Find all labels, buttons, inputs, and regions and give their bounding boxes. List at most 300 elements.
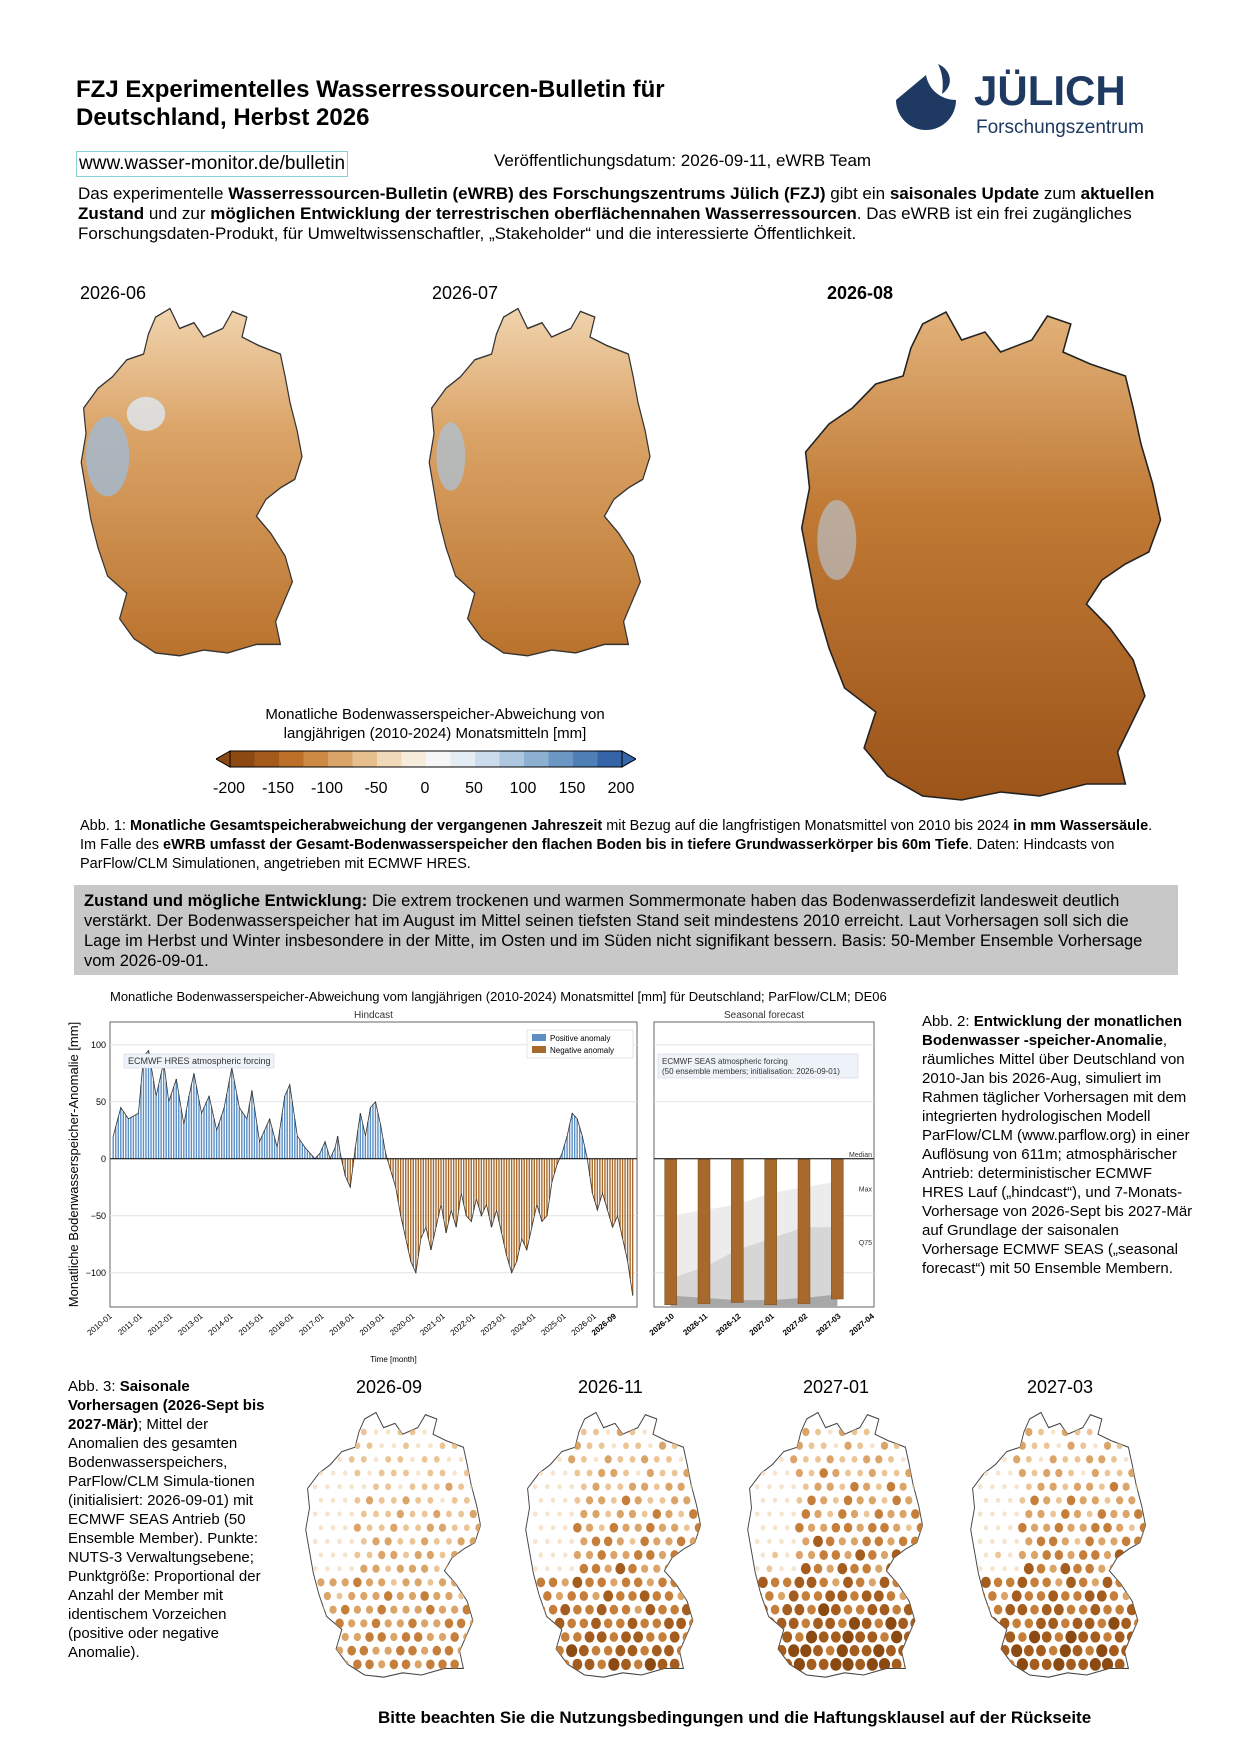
nuts3-dot: [882, 1470, 888, 1477]
nuts3-dot: [622, 1495, 631, 1505]
nuts3-dot: [989, 1429, 995, 1436]
nuts3-dot: [646, 1632, 655, 1642]
nuts3-dot: [910, 1644, 921, 1657]
nuts3-dot: [533, 1511, 538, 1516]
nuts3-dot: [837, 1644, 848, 1657]
nuts3-dot: [1014, 1511, 1019, 1516]
nuts3-dot: [605, 1565, 612, 1573]
nuts3-dot: [421, 1565, 428, 1573]
nuts3-dot: [331, 1470, 336, 1475]
nuts3-dot: [1098, 1618, 1107, 1628]
nuts3-dot: [665, 1591, 674, 1601]
nuts3-dot: [819, 1659, 829, 1670]
nuts3-dot: [1067, 1605, 1076, 1615]
nuts3-dot: [1115, 1659, 1125, 1670]
hindcast-bar: [186, 1110, 187, 1158]
hindcast-bar: [471, 1159, 472, 1222]
hindcast-bar: [440, 1159, 441, 1205]
nuts3-dot: [557, 1429, 563, 1436]
nuts3-dot: [567, 1618, 576, 1628]
hindcast-bar: [241, 1111, 242, 1159]
nuts3-dot: [794, 1658, 805, 1671]
nuts3-dot: [665, 1537, 672, 1545]
nuts3-dot: [1014, 1429, 1019, 1434]
nuts3-dot: [1039, 1457, 1044, 1462]
hindcast-bar: [481, 1159, 482, 1216]
nuts3-dot: [634, 1550, 643, 1560]
nuts3-dot: [917, 1632, 926, 1642]
nuts3-dot: [1008, 1525, 1013, 1530]
nuts3-dot: [421, 1619, 428, 1627]
y-tick-label: 100: [90, 1039, 106, 1050]
nuts3-dot: [1140, 1442, 1147, 1450]
nuts3-dot: [653, 1565, 660, 1573]
nuts3-dot: [664, 1618, 674, 1629]
nuts3-dot: [652, 1645, 662, 1656]
nuts3-dot: [1008, 1552, 1013, 1557]
nuts3-dot: [1139, 1577, 1149, 1588]
nuts3-dot: [361, 1511, 367, 1518]
nuts3-dot: [988, 1591, 997, 1601]
nuts3-dot: [794, 1604, 804, 1615]
nuts3-dot: [1092, 1496, 1099, 1504]
colorbar-tick: -100: [310, 780, 344, 797]
hindcast-bar: [435, 1159, 436, 1227]
nuts3-dot: [422, 1483, 428, 1490]
hindcast-bar: [284, 1096, 285, 1159]
nuts3-dot: [1103, 1523, 1112, 1533]
nuts3-dot: [581, 1483, 587, 1490]
nuts3-dot: [905, 1469, 912, 1477]
hindcast-bar: [476, 1159, 477, 1199]
nuts3-dot: [658, 1632, 667, 1642]
nuts3-dot: [1103, 1605, 1112, 1615]
nuts3-dot: [457, 1618, 466, 1628]
hindcast-bar: [367, 1122, 368, 1159]
nuts3-dot: [569, 1539, 574, 1544]
logo-subtitle: Forschungszentrum: [976, 117, 1144, 138]
nuts3-dot: [319, 1498, 324, 1503]
hindcast-bar: [213, 1119, 214, 1159]
nuts3-dot: [452, 1470, 457, 1475]
hindcast-bar: [347, 1159, 348, 1182]
nuts3-dot: [765, 1591, 774, 1601]
hindcast-bar: [226, 1094, 227, 1159]
nuts3-dot: [397, 1592, 404, 1600]
nuts3-dot: [459, 1457, 464, 1462]
figure-3-caption: [68, 1377, 280, 1662]
nuts3-dot: [545, 1484, 550, 1489]
nuts3-dot: [573, 1523, 582, 1533]
nuts3-dot: [635, 1496, 642, 1504]
nuts3-dot: [604, 1536, 613, 1546]
hindcast-bar: [544, 1159, 545, 1219]
nuts3-dot: [984, 1552, 989, 1557]
nuts3-dot: [670, 1631, 680, 1642]
nuts3-dot: [610, 1632, 619, 1642]
nuts3-dot: [678, 1592, 685, 1600]
hindcast-bar: [438, 1159, 439, 1216]
colorbar-tick: 100: [509, 780, 537, 797]
nuts3-dot: [654, 1456, 660, 1463]
colorbar-tick: 150: [558, 780, 586, 797]
nuts3-dot: [990, 1539, 995, 1544]
nuts3-dot: [1042, 1550, 1051, 1560]
nuts3-dot: [1134, 1509, 1143, 1519]
nuts3-dot: [773, 1470, 778, 1475]
colorbar-title-line-2: langjährigen (2010-2024) Monatsmitteln [mm]: [283, 725, 587, 742]
nuts3-dot: [403, 1442, 409, 1449]
nuts3-dot: [978, 1484, 983, 1489]
colorbar-segment: [524, 751, 549, 767]
nuts3-dot: [1139, 1604, 1149, 1615]
nuts3-dot: [439, 1524, 446, 1532]
hindcast-bar: [231, 1068, 232, 1159]
nuts3-dot: [1108, 1617, 1119, 1630]
nuts3-dot: [458, 1593, 464, 1600]
nuts3-dot: [617, 1537, 624, 1545]
nuts3-dot: [827, 1483, 834, 1491]
nuts3-dot: [802, 1618, 811, 1628]
nuts3-dot: [976, 1618, 985, 1628]
nuts3-dot: [354, 1470, 360, 1477]
nuts3-dot: [881, 1551, 888, 1559]
nuts3-dot: [573, 1605, 582, 1615]
hindcast-bar: [597, 1159, 598, 1210]
hindcast-bar: [405, 1159, 406, 1239]
title-line-1: FZJ Experimentelles Wasserressourcen-Bulletin für: [76, 76, 665, 103]
hindcast-bar: [428, 1159, 429, 1239]
nuts3-dot: [832, 1469, 839, 1477]
hindcast-bar: [133, 1116, 134, 1159]
hindcast-bar: [244, 1115, 245, 1159]
nuts3-dot: [828, 1429, 833, 1434]
nuts3-dot: [690, 1537, 697, 1545]
nuts3-dot: [325, 1539, 330, 1544]
nuts3-dot: [754, 1455, 761, 1463]
nuts3-dot: [598, 1496, 605, 1504]
nuts3-dot: [410, 1457, 415, 1462]
hindcast-bar: [206, 1102, 207, 1159]
nuts3-dot: [984, 1525, 989, 1530]
nuts3-dot: [1011, 1644, 1022, 1657]
hindcast-bar: [458, 1159, 459, 1210]
nuts3-dot: [537, 1442, 544, 1450]
nuts3-dot: [814, 1510, 821, 1518]
hindcast-bar: [443, 1159, 444, 1219]
nuts3-dot: [580, 1618, 589, 1628]
nuts3-dot: [585, 1631, 595, 1642]
hindcast-bar: [607, 1159, 608, 1210]
hindcast-bar: [307, 1150, 308, 1159]
hindcast-bar: [541, 1159, 542, 1222]
nuts3-dot: [1078, 1659, 1088, 1670]
nuts3-dot: [385, 1456, 391, 1463]
nuts3-dot: [445, 1483, 452, 1491]
nuts3-dot: [610, 1469, 617, 1477]
hindcast-bar: [566, 1136, 567, 1159]
nuts3-dot: [664, 1645, 674, 1656]
nuts3-dot: [335, 1618, 344, 1628]
nuts3-dot: [1043, 1524, 1050, 1532]
nuts3-dot: [827, 1455, 834, 1463]
nuts3-dot: [1105, 1497, 1111, 1504]
nuts3-dot: [354, 1606, 361, 1614]
nuts3-dot: [1111, 1456, 1117, 1463]
nuts3-dot: [831, 1604, 841, 1615]
nuts3-dot: [1012, 1590, 1022, 1601]
nuts3-dot: [367, 1442, 373, 1449]
nuts3-dot: [439, 1578, 446, 1586]
nuts3-dot: [678, 1483, 685, 1491]
nuts3-dot: [366, 1496, 373, 1504]
nuts3-dot: [995, 1442, 1001, 1449]
nuts3-dot: [666, 1429, 672, 1436]
nuts3-dot: [397, 1565, 404, 1573]
hindcast-bar: [430, 1159, 431, 1250]
hindcast-bar: [138, 1113, 139, 1159]
hindcast-bar: [521, 1159, 522, 1239]
nuts3-dot: [539, 1552, 544, 1557]
nuts3-dot: [648, 1443, 653, 1448]
nuts3-dot: [875, 1565, 882, 1573]
nuts3-dot: [317, 1606, 324, 1614]
nuts3-dot: [892, 1549, 902, 1560]
hindcast-bar: [140, 1085, 141, 1159]
hindcast-bar: [425, 1159, 426, 1227]
nuts3-dot: [593, 1429, 599, 1436]
hindcast-title: Hindcast: [354, 1010, 393, 1021]
nuts3-dot: [445, 1565, 452, 1573]
forecast-map-2026-11: [520, 1406, 710, 1688]
nuts3-dot: [1081, 1470, 1086, 1475]
nuts3-dot: [476, 1497, 482, 1504]
colorbar-segment: [426, 751, 451, 767]
hindcast-bar: [145, 1053, 146, 1158]
hindcast-bar: [251, 1090, 252, 1158]
nuts3-dot: [759, 1442, 766, 1450]
nuts3-dot: [857, 1496, 864, 1504]
colorbar-segment: [230, 751, 255, 767]
nuts3-dot: [1121, 1645, 1131, 1656]
nuts3-dot: [616, 1618, 625, 1628]
nuts3-dot: [791, 1539, 796, 1544]
x-tick-label: 2018-01: [327, 1311, 356, 1338]
nuts3-dot: [586, 1551, 593, 1559]
nuts3-dot: [447, 1457, 452, 1462]
chart-title: Monatliche Bodenwasserspeicher-Abweichung vom langjährigen (2010-2024) Monatsmittel [mm] für Deutschland; ParFlow/CLM; DE06: [110, 989, 887, 1004]
nuts3-dot: [665, 1510, 672, 1518]
hindcast-bar: [183, 1125, 184, 1159]
nuts3-dot: [476, 1552, 482, 1559]
nuts3-dot: [427, 1524, 434, 1532]
hindcast-bar: [614, 1159, 615, 1222]
hindcast-bar: [163, 1062, 164, 1159]
nuts3-dot: [427, 1633, 434, 1641]
nuts3-dot: [465, 1443, 470, 1448]
nuts3-dot: [1056, 1497, 1062, 1504]
nuts3-dot: [837, 1590, 847, 1601]
nuts3-dot: [1043, 1496, 1050, 1504]
hindcast-bar: [450, 1159, 451, 1210]
nuts3-dot: [428, 1443, 433, 1448]
nuts3-dot: [1066, 1659, 1076, 1670]
nuts3-dot: [1030, 1495, 1039, 1505]
nuts3-dot: [671, 1524, 678, 1532]
nuts3-dot: [1013, 1455, 1020, 1463]
nuts3-dot: [1129, 1442, 1135, 1449]
nuts3-dot: [978, 1566, 983, 1571]
nuts3-dot: [591, 1618, 601, 1629]
nuts3-dot: [887, 1482, 896, 1492]
nuts3-dot: [910, 1618, 920, 1629]
hindcast-bar: [208, 1096, 209, 1159]
nuts3-dot: [587, 1442, 593, 1449]
nuts3-dot: [855, 1631, 865, 1642]
nuts3-dot: [761, 1552, 766, 1557]
intro-text: Das experimentelle: [78, 184, 229, 203]
nuts3-dot: [597, 1550, 606, 1560]
nuts3-dot: [464, 1497, 470, 1504]
nuts3-dot: [440, 1442, 446, 1449]
nuts3-dot: [563, 1552, 568, 1557]
x-tick-label: 2026-01: [569, 1311, 598, 1338]
nuts3-dot: [1133, 1644, 1144, 1657]
colorbar-segment: [328, 751, 353, 767]
nuts3-dot: [354, 1497, 360, 1504]
nuts3-dot: [1048, 1618, 1058, 1629]
nuts3-dot: [313, 1429, 318, 1434]
nuts3-dot: [1073, 1645, 1083, 1656]
nuts3-dot: [1092, 1469, 1099, 1477]
nuts3-dot: [888, 1456, 894, 1463]
nuts3-dot: [343, 1443, 348, 1448]
nuts3-dot: [317, 1659, 326, 1669]
nuts3-dot: [850, 1564, 859, 1574]
nuts3-dot: [1048, 1590, 1058, 1601]
nuts3-dot: [361, 1456, 367, 1463]
nuts3-dot: [875, 1509, 884, 1519]
nuts3-dot: [349, 1511, 354, 1516]
nuts3-dot: [690, 1565, 697, 1573]
nuts3-dot: [767, 1539, 772, 1544]
nuts3-dot: [636, 1470, 641, 1475]
colorbar-segment: [573, 751, 598, 767]
nuts3-dot: [917, 1551, 924, 1559]
nuts3-dot: [978, 1511, 983, 1516]
nuts3-dot: [758, 1604, 768, 1615]
nuts3-dot: [845, 1470, 851, 1477]
nuts3-dot: [349, 1484, 354, 1489]
hindcast-bar: [118, 1117, 119, 1159]
footer-note: Bitte beachten Sie die Nutzungsbedingungen und die Haftungsklausel auf der Rückseite: [378, 1708, 1092, 1727]
hindcast-bar: [395, 1159, 396, 1188]
nuts3-dot: [1055, 1523, 1064, 1533]
hindcast-bar: [203, 1108, 204, 1159]
nuts3-dot: [585, 1659, 595, 1670]
nuts3-dot: [605, 1455, 612, 1463]
nuts3-dot: [831, 1631, 841, 1642]
hindcast-bar: [264, 1130, 265, 1159]
nuts3-dot: [324, 1592, 331, 1600]
nuts3-dot: [408, 1618, 417, 1628]
colorbar-title-line-1: Monatliche Bodenwasserspeicher-Abweichung von: [265, 706, 605, 723]
nuts3-dot: [1037, 1483, 1044, 1491]
nuts3-dot: [1111, 1429, 1117, 1436]
nuts3-dot: [1044, 1442, 1050, 1449]
hindcast-bar: [297, 1136, 298, 1159]
x-tick-label: 2026-12: [714, 1311, 743, 1338]
nuts3-dot: [337, 1484, 342, 1489]
nuts3-dot: [610, 1578, 617, 1586]
hindcast-bar: [410, 1159, 411, 1262]
forecast-map-2027-03: [965, 1406, 1155, 1688]
hindcast-bar: [160, 1073, 161, 1159]
nuts3-dot: [851, 1537, 858, 1545]
nuts3-dot: [1140, 1551, 1147, 1559]
nuts3-dot: [580, 1564, 589, 1574]
nuts3-dot: [617, 1456, 623, 1463]
nuts3-dot: [464, 1524, 470, 1531]
hindcast-bar: [173, 1087, 174, 1159]
envelope-label: Median: [849, 1151, 872, 1159]
page-title: [76, 76, 776, 132]
x-tick-label: 2012-01: [146, 1311, 175, 1338]
nuts3-dot: [1073, 1618, 1083, 1629]
nuts3-dot: [1096, 1644, 1107, 1657]
nuts3-dot: [1026, 1483, 1032, 1490]
nuts3-dot: [689, 1591, 698, 1601]
nuts3-dot: [809, 1442, 815, 1449]
nuts3-dot: [312, 1592, 319, 1600]
nuts3-dot: [789, 1618, 799, 1629]
nuts3-dot: [839, 1428, 846, 1436]
intro-bold: Wasserressourcen-Bulletin (eWRB) des Forschungszentrums Jülich (FZJ): [228, 184, 826, 203]
nuts3-dot: [887, 1591, 896, 1601]
nuts3-dot: [666, 1456, 672, 1463]
hindcast-bar: [408, 1159, 409, 1250]
nuts3-dot: [1055, 1469, 1062, 1477]
intro-text: gibt ein: [825, 184, 890, 203]
nuts3-dot: [640, 1590, 650, 1601]
nuts3-dot: [672, 1470, 678, 1477]
caption-bold: eWRB umfasst der Gesamt-Bodenwasserspeicher den flachen Boden bis in tiefere Grundwasserkörper bis 60m Tiefe: [163, 837, 969, 853]
nuts3-dot: [645, 1604, 655, 1615]
hindcast-bar: [188, 1096, 189, 1159]
nuts3-dot: [832, 1550, 841, 1560]
hindcast-bar: [123, 1111, 124, 1159]
hindcast-bar: [236, 1094, 237, 1159]
bulletin-link[interactable]: www.wasser-monitor.de/bulletin: [76, 151, 348, 177]
hindcast-bar: [491, 1159, 492, 1227]
nuts3-dot: [342, 1578, 349, 1586]
nuts3-dot: [839, 1483, 845, 1490]
nuts3-dot: [1079, 1577, 1088, 1587]
nuts3-dot: [592, 1592, 599, 1600]
nuts3-dot: [868, 1523, 877, 1533]
nuts3-dot: [377, 1605, 386, 1615]
nuts3-dot: [683, 1550, 692, 1560]
nuts3-dot: [683, 1578, 690, 1586]
hindcast-bar: [496, 1159, 497, 1210]
nuts3-dot: [421, 1647, 428, 1655]
nuts3-dot: [378, 1578, 385, 1586]
nuts3-dot: [783, 1577, 792, 1587]
nuts3-dot: [1133, 1590, 1143, 1601]
nuts3-dot: [557, 1511, 562, 1516]
nuts3-dot: [892, 1605, 901, 1615]
nuts3-dot: [427, 1497, 433, 1504]
